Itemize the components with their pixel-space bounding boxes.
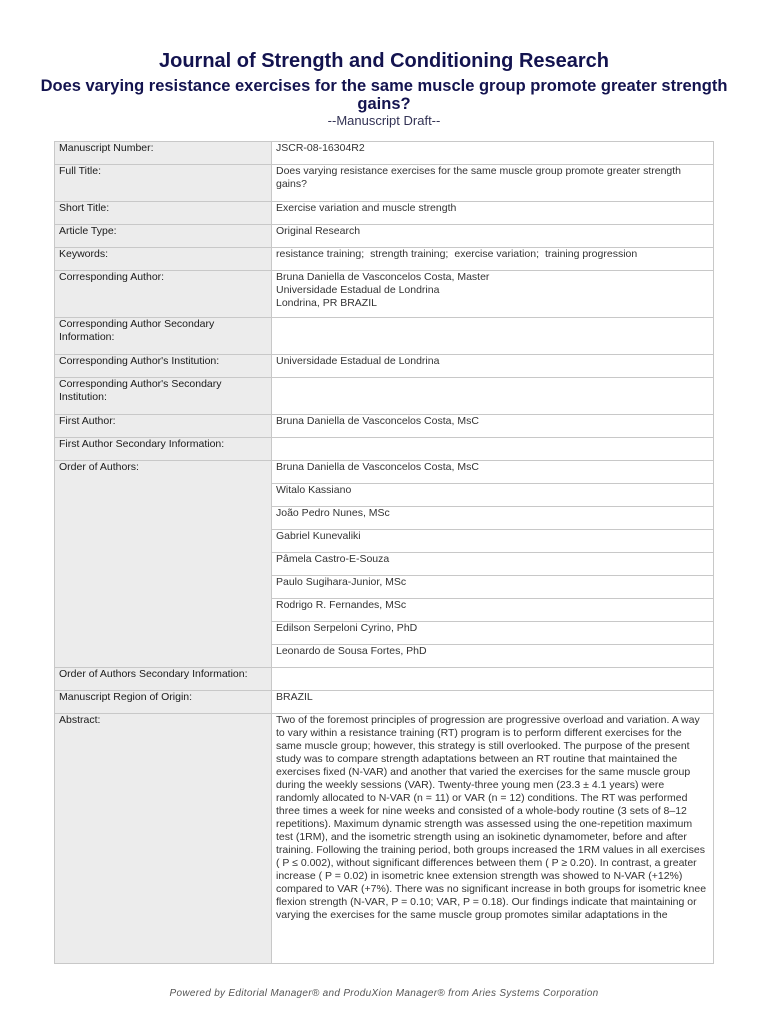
author-location: Londrina, PR BRAZIL bbox=[276, 297, 377, 309]
author-entry: Leonardo de Sousa Fortes, PhD bbox=[272, 645, 714, 668]
corresponding-secondary-value bbox=[272, 318, 714, 355]
abstract-text: Two of the foremost principles of progression are progressive overload and variation. A way to vary within a resistance training (RT) program is to perform different exercises for the same muscle group; however, this strategy is still overlooked. The purpose of the present study was to compare strength adaptations between an RT routine that maintained the exercises fixed (N-VAR) and another that varied the exercises for the same muscle group during the weekly sessions (VAR). Twenty-three young men (23.3 ± 4.1 years) were randomly allocated to N-VAR (n = 11) or VAR (n = 12) conditions. The RT was performed three times a week for nine weeks and consisted of a whole-body routine (3 sets of 8–12 repetitions). Maximum dynamic strength was assessed using the one-repetition maximum test (1RM), and the isometric strength using an isokinetic dynamometer, before and after training. Following the training period, both groups increased the 1RM values in all exercises ( P ≤ 0.002), without significant differences between them ( P ≥ 0.20). In contrast, a greater increase ( P = 0.02) in isometric knee extension strength was showed to N-VAR (+12%) compared to VAR (+7%). There was no significant increase in both groups for isometric knee flexion strength (N-VAR, P = 0.10; VAR, P = 0.18). Our findings indicate that maintaining or varying the exercises for the same muscle group promotes similar adaptations in the bbox=[272, 714, 714, 964]
keyword: exercise variation; bbox=[454, 248, 539, 260]
table-row bbox=[55, 714, 714, 964]
field-label: Order of Authors Secondary Information: bbox=[55, 668, 272, 691]
table-row bbox=[55, 415, 714, 438]
footer-credit: Powered by Editorial Manager® and ProduXion Manager® from Aries Systems Corporation bbox=[169, 988, 599, 999]
author-entry: Bruna Daniella de Vasconcelos Costa, MsC bbox=[272, 461, 714, 484]
table-row bbox=[55, 438, 714, 461]
author-entry: Gabriel Kunevaliki bbox=[272, 530, 714, 553]
author-entry: Paulo Sugihara-Junior, MSc bbox=[272, 576, 714, 599]
table-row bbox=[55, 248, 714, 271]
field-label: First Author: bbox=[55, 415, 272, 438]
field-label: Short Title: bbox=[55, 202, 272, 225]
journal-title: Journal of Strength and Conditioning Research bbox=[158, 50, 610, 72]
field-label: Corresponding Author: bbox=[55, 271, 272, 318]
keyword: strength training; bbox=[370, 248, 449, 260]
region-value: BRAZIL bbox=[272, 691, 714, 714]
table-row bbox=[55, 691, 714, 714]
field-label: Manuscript Region of Origin: bbox=[55, 691, 272, 714]
manuscript-metadata-table bbox=[54, 141, 714, 964]
author-name: Bruna Daniella de Vasconcelos Costa, Master bbox=[276, 271, 490, 283]
keywords-value bbox=[272, 248, 714, 271]
field-label: Corresponding Author Secondary Information: bbox=[55, 318, 272, 355]
author-institution: Universidade Estadual de Londrina bbox=[276, 284, 440, 296]
table-row bbox=[55, 225, 714, 248]
corresponding-author-value bbox=[272, 271, 714, 318]
table-row bbox=[55, 271, 714, 318]
article-title: Does varying resistance exercises for the same muscle group promote greater strength gains? bbox=[40, 77, 728, 113]
field-label: Full Title: bbox=[55, 165, 272, 202]
full-title-value: Does varying resistance exercises for the same muscle group promote greater strength gains? bbox=[272, 165, 714, 202]
field-label: Corresponding Author's Secondary Institution: bbox=[55, 378, 272, 415]
field-label: Manuscript Number: bbox=[55, 142, 272, 165]
table-row bbox=[55, 668, 714, 691]
field-label: Corresponding Author's Institution: bbox=[55, 355, 272, 378]
first-author-value: Bruna Daniella de Vasconcelos Costa, MsC bbox=[272, 415, 714, 438]
author-entry: Rodrigo R. Fernandes, MSc bbox=[272, 599, 714, 622]
author-entry: Edilson Serpeloni Cyrino, PhD bbox=[272, 622, 714, 645]
manuscript-number-value: JSCR-08-16304R2 bbox=[272, 142, 714, 165]
field-label: First Author Secondary Information: bbox=[55, 438, 272, 461]
keyword: resistance training; bbox=[276, 248, 365, 260]
keyword: training progression bbox=[544, 248, 638, 260]
table-row bbox=[55, 355, 714, 378]
draft-label: --Manuscript Draft-- bbox=[327, 113, 441, 128]
short-title-value: Exercise variation and muscle strength bbox=[272, 202, 714, 225]
author-entry: Witalo Kassiano bbox=[272, 484, 714, 507]
author-entry: João Pedro Nunes, MSc bbox=[272, 507, 714, 530]
author-entry: Pâmela Castro-E-Souza bbox=[272, 553, 714, 576]
document-header bbox=[0, 50, 768, 128]
table-row bbox=[55, 202, 714, 225]
table-row bbox=[55, 142, 714, 165]
first-author-secondary-value bbox=[272, 438, 714, 461]
article-type-value: Original Research bbox=[272, 225, 714, 248]
table-row bbox=[55, 318, 714, 355]
institution-secondary-value bbox=[272, 378, 714, 415]
table-row bbox=[55, 165, 714, 202]
institution-value: Universidade Estadual de Londrina bbox=[272, 355, 714, 378]
order-secondary-value bbox=[272, 668, 714, 691]
table-row bbox=[55, 378, 714, 415]
field-label: Article Type: bbox=[55, 225, 272, 248]
field-label: Keywords: bbox=[55, 248, 272, 271]
table-row bbox=[55, 461, 714, 484]
field-label: Order of Authors: bbox=[55, 461, 272, 668]
field-label: Abstract: bbox=[55, 714, 272, 964]
